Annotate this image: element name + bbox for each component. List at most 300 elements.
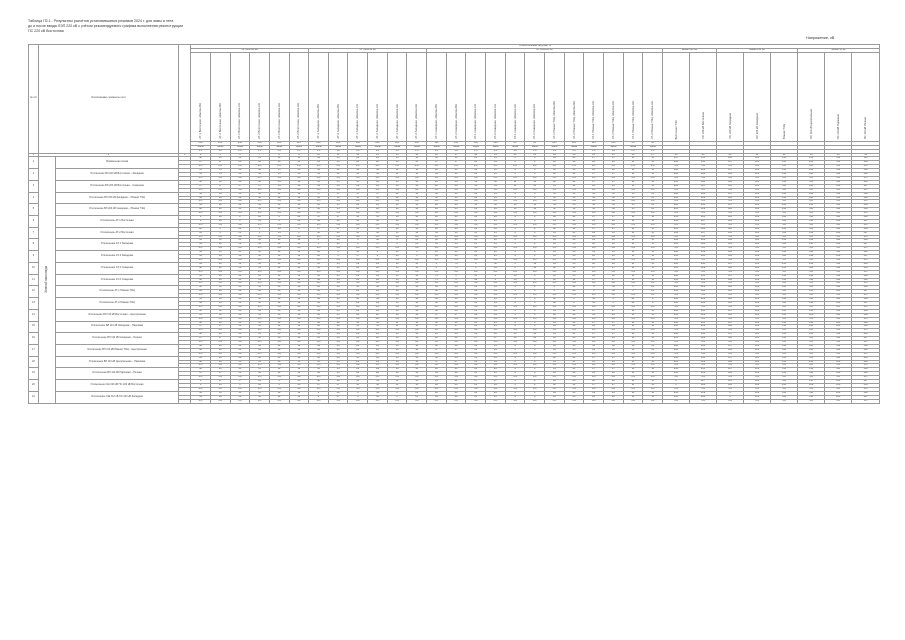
value-cell: 22: [643, 286, 663, 290]
value-cell: 3%: [505, 387, 525, 391]
value-cell: 3%: [486, 329, 506, 333]
value-cell: 3%: [623, 212, 643, 216]
value-cell: 229: [690, 286, 717, 290]
value-cell: 108: [852, 278, 880, 282]
value-cell: 3%: [662, 317, 689, 321]
value-cell: 235: [662, 372, 689, 376]
value-cell: 31: [250, 208, 270, 212]
value-cell: 3%: [446, 399, 466, 403]
value-cell: 3%: [466, 200, 486, 204]
value-cell: 3%: [744, 387, 771, 391]
value-cell: 236: [662, 251, 689, 255]
value-cell: 3%: [604, 212, 624, 216]
idx-cell: 33: [798, 153, 825, 157]
column-header: [505, 52, 525, 141]
value-cell: 3%: [269, 376, 289, 380]
value-cell: 5%: [623, 305, 643, 309]
value-cell: 3%: [525, 247, 545, 251]
value-cell: 235: [662, 266, 689, 270]
value-cell: 2%: [446, 165, 466, 169]
value-cell: 12: [269, 286, 289, 290]
value-cell: 12: [289, 337, 309, 341]
value-cell: 0: [230, 216, 250, 220]
value-cell: 11: [643, 227, 663, 231]
value-cell: 10: [387, 337, 407, 341]
value-cell: 28: [348, 208, 368, 212]
value-cell: 3%: [525, 376, 545, 380]
value-cell: 3%: [427, 376, 447, 380]
value-cell: 3%: [289, 329, 309, 333]
value-cell: 25: [486, 231, 506, 235]
value-cell: 3%: [269, 282, 289, 286]
value-cell: 11: [387, 380, 407, 384]
value-cell: 3%: [466, 376, 486, 380]
value-cell: 11: [643, 157, 663, 161]
value-cell: 11: [623, 169, 643, 173]
value-cell: 10: [387, 204, 407, 208]
value-cell: 28: [466, 333, 486, 337]
value-cell: 13: [623, 192, 643, 196]
value-cell: 12: [289, 255, 309, 259]
rated-cell: 125: [289, 141, 309, 145]
value-cell: 3%: [368, 200, 388, 204]
column-header: [250, 52, 270, 141]
value-cell: 47: [309, 227, 329, 231]
value-cell: 110: [798, 380, 825, 384]
row-name: Отключение СШ 110 кВ ПС 220 кВ Западная: [56, 391, 179, 403]
column-header: [210, 52, 230, 141]
value-cell: 88: [328, 239, 348, 243]
value-cell: 3%: [191, 259, 211, 263]
rated-cell: Sном: [623, 145, 643, 149]
value-cell: 9: [505, 192, 525, 196]
value-cell: 31: [230, 348, 250, 352]
value-cell: 9: [505, 372, 525, 376]
value-cell: 31: [230, 368, 250, 372]
value-cell: 230: [690, 192, 717, 196]
value-cell: 3%: [604, 200, 624, 204]
value-cell: 3%: [564, 352, 584, 356]
rated-cell: 1.0: [525, 149, 545, 153]
value-cell: 3%: [328, 376, 348, 380]
value-cell: 3%: [309, 270, 329, 274]
value-cell: 12: [289, 321, 309, 325]
value-cell: 116: [717, 239, 744, 243]
value-cell: 50: [191, 251, 211, 255]
value-cell: 3%: [368, 352, 388, 356]
value-cell: 229: [690, 278, 717, 282]
value-cell: 110: [825, 313, 852, 317]
value-cell: 29: [486, 208, 506, 212]
value-cell: 3%: [771, 223, 798, 227]
rated-cell: 250: [230, 141, 250, 145]
value-cell: 3%: [230, 399, 250, 403]
value-cell: 24: [466, 360, 486, 364]
value-cell: 26: [584, 231, 604, 235]
group-group_c: АТ 220/110 кВ: [427, 48, 663, 52]
value-cell: 0: [466, 262, 486, 266]
value-cell: 3%: [623, 352, 643, 356]
value-cell: 3%: [825, 247, 852, 251]
idx-cell: 34: [825, 153, 852, 157]
value-cell: 27: [584, 384, 604, 388]
value-cell: 3%: [525, 176, 545, 180]
value-cell: 3%: [744, 352, 771, 356]
value-cell: 114: [744, 180, 771, 184]
value-cell: 12: [643, 348, 663, 352]
value-cell: 11: [643, 391, 663, 395]
value-cell: 114: [744, 251, 771, 255]
value-cell: 5%: [269, 235, 289, 239]
value-cell: 46: [328, 298, 348, 302]
rated-cell: 1.0: [604, 149, 624, 153]
idx-cell: 10: [309, 153, 329, 157]
value-cell: 25: [486, 372, 506, 376]
value-cell: 109: [825, 255, 852, 259]
value-cell: 3%: [446, 200, 466, 204]
value-cell: 41: [564, 368, 584, 372]
value-cell: 0%: [643, 305, 663, 309]
value-cell: 3%: [643, 376, 663, 380]
value-cell: 95: [210, 384, 230, 388]
value-cell: 3%: [368, 282, 388, 286]
value-cell: 0: [309, 391, 329, 395]
value-cell: 110: [825, 278, 852, 282]
value-cell: 228: [690, 301, 717, 305]
value-cell: 3%: [545, 399, 565, 403]
value-cell: 42: [545, 356, 565, 360]
value-cell: 49: [210, 243, 230, 247]
value-cell: 3%: [407, 200, 427, 204]
value-cell: 33: [230, 239, 250, 243]
value-cell: 117: [717, 356, 744, 360]
value-cell: 39: [446, 243, 466, 247]
column-header: [309, 52, 329, 141]
column-header: [564, 52, 584, 141]
value-cell: 28: [368, 161, 388, 165]
value-cell: 46: [564, 344, 584, 348]
value-cell: 3%: [348, 282, 368, 286]
value-cell: 26: [486, 368, 506, 372]
value-cell: 3%: [407, 223, 427, 227]
value-cell: 9: [525, 372, 545, 376]
value-cell: 3%: [604, 399, 624, 403]
value-cell: 3%: [604, 352, 624, 356]
value-cell: 11: [643, 184, 663, 188]
value-cell: 24: [269, 227, 289, 231]
value-cell: 24: [486, 290, 506, 294]
value-cell: 3%: [466, 235, 486, 239]
value-cell: 32: [250, 255, 270, 259]
value-cell: 42: [564, 173, 584, 177]
value-cell: 51: [210, 313, 230, 317]
value-cell: 24: [466, 348, 486, 352]
value-cell: 42: [564, 180, 584, 184]
row-name: Отключение АТ-1 Северная: [56, 262, 179, 274]
value-cell: 112: [771, 208, 798, 212]
value-cell: 111: [798, 298, 825, 302]
row-name: Отключение ВЛ 220 кВ Северная – Южная ТЭЦ: [56, 204, 179, 216]
value-cell: 38: [427, 321, 447, 325]
value-cell: 229: [690, 325, 717, 329]
value-cell: 115: [744, 356, 771, 360]
value-cell: 0: [348, 391, 368, 395]
column-label: ПС 110 кВ Речная: [864, 116, 868, 139]
value-cell: 11: [623, 368, 643, 372]
value-cell: 3%: [623, 223, 643, 227]
row-number: 1: [29, 157, 39, 169]
value-cell: 10: [407, 298, 427, 302]
value-cell: 235: [662, 180, 689, 184]
rated-cell: Sном: [309, 145, 329, 149]
value-cell: 3%: [545, 212, 565, 216]
value-cell: 3%: [825, 270, 852, 274]
value-cell: 45: [309, 262, 329, 266]
value-cell: 10: [525, 208, 545, 212]
value-cell: 3%: [309, 387, 329, 391]
value-cell: 41: [427, 380, 447, 384]
group-group_a: АТ 220/110 кВ: [191, 48, 309, 52]
value-cell: 111: [825, 161, 852, 165]
value-cell: 41: [545, 184, 565, 188]
value-cell: 3%: [564, 235, 584, 239]
value-cell: 32: [250, 196, 270, 200]
value-cell: 3%: [446, 176, 466, 180]
value-cell: 9: [505, 321, 525, 325]
value-cell: 26: [584, 161, 604, 165]
value-cell: 228: [690, 180, 717, 184]
value-cell: 10: [407, 208, 427, 212]
value-cell: 24: [466, 196, 486, 200]
value-cell: 3%: [825, 200, 852, 204]
value-cell: 52: [328, 169, 348, 173]
value-cell: 50: [545, 196, 565, 200]
value-cell: 12: [269, 325, 289, 329]
value-cell: 11: [643, 313, 663, 317]
value-cell: 111: [771, 348, 798, 352]
value-cell: 3%: [368, 305, 388, 309]
value-cell: 9: [525, 251, 545, 255]
value-cell: 115: [744, 161, 771, 165]
value-cell: 112: [771, 372, 798, 376]
value-cell: 29: [368, 360, 388, 364]
value-cell: 3%: [604, 329, 624, 333]
value-cell: 226: [690, 384, 717, 388]
value-cell: 33: [348, 173, 368, 177]
rated-cell: 1.0: [643, 149, 663, 153]
value-cell: 3%: [825, 235, 852, 239]
value-cell: 10: [387, 356, 407, 360]
value-cell: 114: [744, 337, 771, 341]
column-label: АТ-1 Южная ТЭЦ, обмотка НН: [631, 100, 635, 139]
value-cell: 3%: [309, 282, 329, 286]
value-cell: 3%: [604, 235, 624, 239]
value-cell: 31: [250, 278, 270, 282]
value-cell: 227: [690, 380, 717, 384]
value-cell: 40: [446, 227, 466, 231]
value-cell: 3%: [584, 259, 604, 263]
value-cell: 229: [690, 169, 717, 173]
value-cell: 45: [328, 262, 348, 266]
idx-cell: 26: [623, 153, 643, 157]
value-cell: 236: [662, 333, 689, 337]
value-cell: 32: [348, 321, 368, 325]
column-header: [387, 52, 407, 141]
value-cell: 9: [505, 395, 525, 399]
value-cell: 231: [690, 157, 717, 161]
value-cell: 51: [564, 192, 584, 196]
value-cell: 115: [717, 243, 744, 247]
value-cell: 5%: [584, 305, 604, 309]
value-cell: 0: [210, 231, 230, 235]
value-cell: 3%: [407, 329, 427, 333]
row-name: Отключение ВЛ 110 кВ Западная – Парковая: [56, 321, 179, 333]
rated-cell: 80: [505, 141, 525, 145]
value-cell: 11: [643, 243, 663, 247]
value-cell: 114: [744, 313, 771, 317]
value-cell: 3%: [545, 317, 565, 321]
value-cell: 11: [623, 184, 643, 188]
value-cell: 111: [798, 216, 825, 220]
value-cell: 5%: [643, 294, 663, 298]
value-cell: 117: [717, 192, 744, 196]
value-cell: 0%: [230, 223, 250, 227]
value-cell: 3%: [427, 235, 447, 239]
value-cell: 3%: [289, 341, 309, 345]
value-cell: 29: [368, 344, 388, 348]
value-cell: 32: [230, 204, 250, 208]
value-cell: 3%: [525, 305, 545, 309]
value-cell: 27: [604, 384, 624, 388]
value-cell: 40: [564, 372, 584, 376]
value-cell: 38: [446, 356, 466, 360]
rated-cell: 1.0: [387, 149, 407, 153]
value-cell: 112: [771, 286, 798, 290]
value-cell: 3%: [289, 259, 309, 263]
value-cell: 29: [368, 274, 388, 278]
value-cell: 0: [623, 290, 643, 294]
value-cell: 3%: [210, 305, 230, 309]
value-cell: 3%: [191, 317, 211, 321]
value-cell: 234: [662, 219, 689, 223]
value-cell: 12: [269, 309, 289, 313]
value-cell: 25: [466, 157, 486, 161]
value-cell: 111: [771, 243, 798, 247]
value-cell: 49: [191, 274, 211, 278]
row-name: Отключение АТ-1 Западная: [56, 239, 179, 251]
value-cell: 3%: [744, 399, 771, 403]
value-cell: 109: [852, 262, 880, 266]
value-cell: 113: [771, 274, 798, 278]
idx-cell: 19: [486, 153, 506, 157]
value-cell: 11: [623, 216, 643, 220]
value-cell: 11: [643, 219, 663, 223]
value-cell: 0: [584, 290, 604, 294]
value-cell: 3%: [250, 282, 270, 286]
idx-cell: 2: [38, 153, 178, 157]
value-cell: 49: [210, 274, 230, 278]
value-cell: 3%: [505, 212, 525, 216]
value-cell: 11: [643, 274, 663, 278]
value-cell: 9: [505, 196, 525, 200]
value-cell: 12: [269, 262, 289, 266]
value-cell: 3%: [269, 352, 289, 356]
column-header: [486, 52, 506, 141]
column-header: [798, 52, 825, 141]
value-cell: 12: [289, 278, 309, 282]
row-name: Нормальная схема: [56, 157, 179, 169]
value-cell: 3%: [191, 176, 211, 180]
value-cell: 3%: [564, 329, 584, 333]
value-cell: 38: [427, 356, 447, 360]
value-cell: 0%: [604, 305, 624, 309]
value-cell: 3%: [446, 294, 466, 298]
value-cell: 3%: [852, 317, 880, 321]
value-cell: 39: [446, 395, 466, 399]
value-cell: 27: [486, 380, 506, 384]
value-cell: 10: [505, 204, 525, 208]
row-name: Отключение ВЛ 220 кВ Восточная – Западная: [56, 169, 179, 181]
value-cell: 39: [427, 231, 447, 235]
value-cell: 3%: [486, 317, 506, 321]
value-cell: 25: [486, 321, 506, 325]
value-cell: 0: [564, 301, 584, 305]
row-number: 3: [29, 180, 39, 192]
value-cell: 32: [486, 180, 506, 184]
value-cell: 3%: [744, 305, 771, 309]
value-cell: 11: [407, 173, 427, 177]
idx-cell: 31: [744, 153, 771, 157]
value-cell: 3%: [717, 317, 744, 321]
value-cell: 27: [486, 337, 506, 341]
value-cell: 32: [230, 344, 250, 348]
value-cell: 44: [328, 266, 348, 270]
value-cell: 35: [230, 173, 250, 177]
column-header: [643, 52, 663, 141]
value-cell: 26: [486, 384, 506, 388]
value-cell: 3%: [505, 223, 525, 227]
column-header: [717, 52, 744, 141]
value-cell: 117: [717, 204, 744, 208]
value-cell: 13: [623, 204, 643, 208]
value-cell: 3%: [289, 212, 309, 216]
value-cell: 5%: [564, 294, 584, 298]
value-cell: 42: [545, 227, 565, 231]
value-cell: 24: [486, 360, 506, 364]
value-cell: 0: [662, 380, 689, 384]
value-cell: 33: [250, 239, 270, 243]
value-cell: 57: [309, 192, 329, 196]
value-cell: 111: [771, 380, 798, 384]
value-cell: 3%: [368, 376, 388, 380]
row-name: Отключение СШ 220 кВ ПС 220 кВ Восточная: [56, 380, 179, 392]
value-cell: 43: [328, 161, 348, 165]
value-cell: 229: [690, 239, 717, 243]
value-cell: 3%: [191, 376, 211, 380]
value-cell: 111: [798, 337, 825, 341]
value-cell: 11: [505, 180, 525, 184]
value-cell: 107: [852, 290, 880, 294]
value-cell: 3%: [210, 176, 230, 180]
value-cell: 3%: [744, 317, 771, 321]
value-cell: 32: [230, 301, 250, 305]
value-cell: 3%: [191, 341, 211, 345]
value-cell: 3%: [525, 259, 545, 263]
value-cell: 114: [744, 227, 771, 231]
value-cell: 29: [466, 208, 486, 212]
value-cell: 45: [309, 360, 329, 364]
value-cell: 3%: [387, 317, 407, 321]
